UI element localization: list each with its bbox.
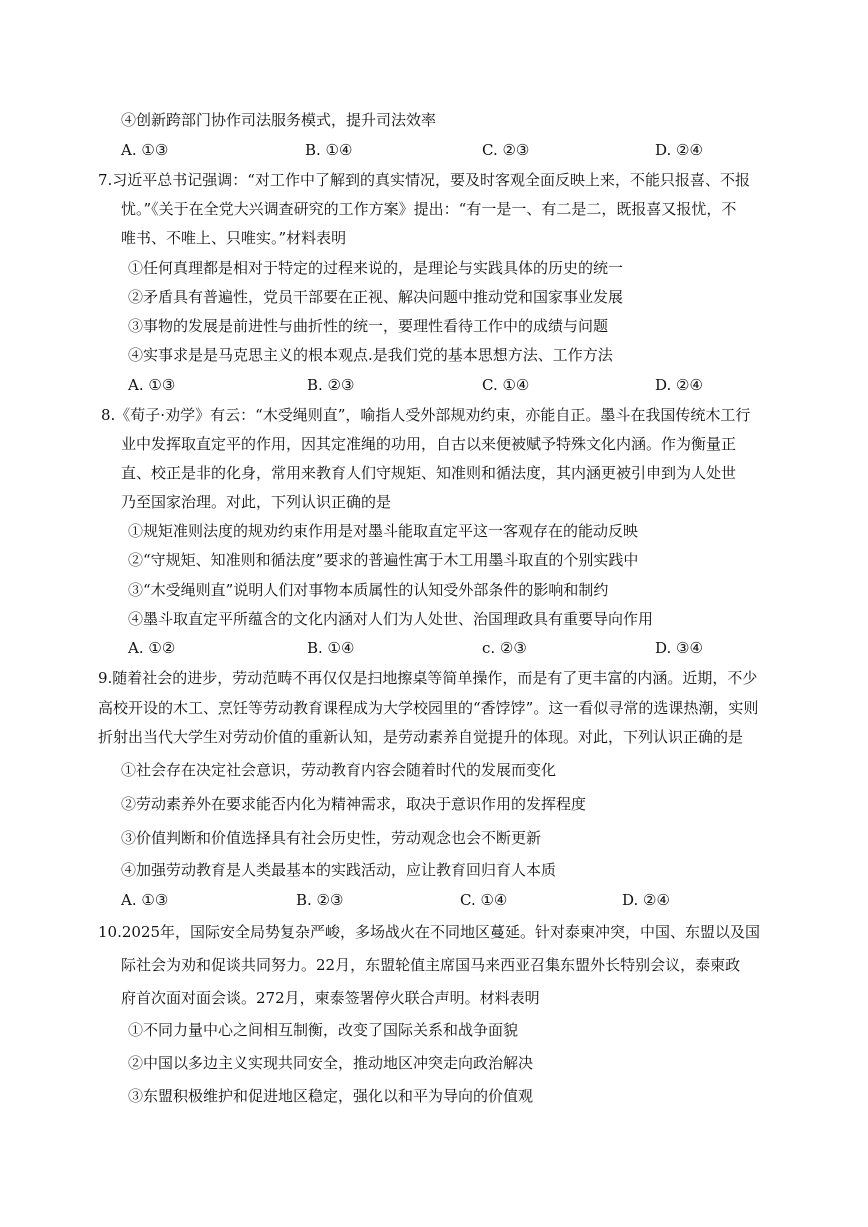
q8-option-d: D. ③④ xyxy=(655,639,703,657)
q7-option-a: A. ①③ xyxy=(128,376,176,394)
q10-stem-line-1: 10.2025年，国际安全局势复杂严峻，多场战火在不同地区蔓延。针对泰柬冲突，中国、东盟以及国 xyxy=(98,923,761,941)
q7-option-d: D. ②④ xyxy=(655,376,703,394)
q10-item-3: ③东盟积极维护和促进地区稳定，强化以和平为导向的价值观 xyxy=(128,1087,534,1105)
q7-item-4: ④实事求是是马克思主义的根本观点.是我们党的基本思想方法、工作方法 xyxy=(128,346,613,364)
q9-stem-line-1: 9.随着社会的进步，劳动范畴不再仅仅是扫地擦桌等简单操作，而是有了更丰富的内涵。近期，不少 xyxy=(98,669,758,687)
q9-item-1: ①社会存在决定社会意识，劳动教育内容会随着时代的发展而变化 xyxy=(121,761,557,779)
q8-option-b: B. ①④ xyxy=(307,639,355,657)
q9-option-c: C. ①④ xyxy=(460,891,508,909)
q6-option-a: A. ①③ xyxy=(121,141,169,159)
q6-option-c: C. ②③ xyxy=(482,141,530,159)
q9-stem-line-2: 高校开设的木工、烹饪等劳动教育课程成为大学校园里的“香饽饽”。这一看似寻常的选课热潮，实则 xyxy=(98,699,759,717)
q7-item-3: ③事物的发展是前进性与曲折性的统一，要理性看待工作中的成绩与问题 xyxy=(128,317,609,335)
q7-stem-line-1: 7.习近平总书记强调：“对工作中了解到的真实情况，要及时客观全面反映上来，不能只报喜、不报 xyxy=(98,171,750,189)
q8-item-2: ②“守规矩、知准则和循法度”要求的普遍性寓于木工用墨斗取直的个别实践中 xyxy=(128,551,639,569)
q9-item-2: ②劳动素养外在要求能否内化为精神需求，取决于意识作用的发挥程度 xyxy=(121,795,587,813)
q8-stem-line-1: 8.《荀子·劝学》有云：“木受绳则直”，喻指人受外部规劝约束，亦能自正。墨斗在我国传统木工行 xyxy=(101,406,751,424)
q8-item-1: ①规矩准则法度的规劝约束作用是对墨斗能取直定平这一客观存在的能动反映 xyxy=(128,522,639,540)
q10-item-2: ②中国以多边主义实现共同安全，推动地区冲突走向政治解决 xyxy=(128,1054,534,1072)
q9-option-a: A. ①③ xyxy=(121,891,169,909)
q8-option-c: c. ②③ xyxy=(482,639,527,657)
q9-item-4: ④加强劳动教育是人类最基本的实践活动，应让教育回归育人本质 xyxy=(121,861,557,879)
q7-option-b: B. ②③ xyxy=(307,376,355,394)
q9-option-b: B. ②③ xyxy=(296,891,344,909)
q8-stem-line-3: 直、校正是非的化身，常用来教育人们守规矩、知准则和循法度，其内涵更被引申到为人处世 xyxy=(121,464,737,482)
q7-item-2: ②矛盾具有普遍性，党员干部要在正视、解决问题中推动党和国家事业发展 xyxy=(128,288,624,306)
q7-stem-line-2: 忧。”《关于在全党大兴调查研究的工作方案》提出：“有一是一、有二是二，既报喜又报忧，不 xyxy=(121,200,737,218)
q10-stem-line-3: 府首次面对面会谈。272月，柬泰签署停火联合声明。材料表明 xyxy=(121,989,540,1007)
q6-item-4: ④创新跨部门协作司法服务模式，提升司法效率 xyxy=(121,111,437,129)
q10-item-1: ①不同力量中心之间相互制衡，改变了国际关系和战争面貌 xyxy=(128,1021,519,1039)
q7-item-1: ①任何真理都是相对于特定的过程来说的，是理论与实践具体的历史的统一 xyxy=(128,259,624,277)
q8-item-3: ③“木受绳则直”说明人们对事物本质属性的认知受外部条件的影响和制约 xyxy=(128,581,609,599)
q9-stem-line-3: 折射出当代大学生对劳动价值的重新认知，是劳动素养自觉提升的体现。对此，下列认识正确的是 xyxy=(98,728,744,746)
q7-option-c: C. ①④ xyxy=(482,376,530,394)
q7-stem-line-3: 唯书、不唯上、只唯实。”材料表明 xyxy=(121,229,347,247)
q6-option-b: B. ①④ xyxy=(305,141,353,159)
q9-option-d: D. ②④ xyxy=(622,891,670,909)
q6-option-d: D. ②④ xyxy=(655,141,703,159)
q8-option-a: A. ①② xyxy=(128,639,176,657)
q8-stem-line-2: 业中发挥取直定平的作用，因其定准绳的功用，自古以来便被赋予特殊文化内涵。作为衡量正 xyxy=(121,435,737,453)
q8-stem-line-4: 乃至国家治理。对此，下列认识正确的是 xyxy=(121,493,392,511)
q8-item-4: ④墨斗取直定平所蕴含的文化内涵对人们为人处世、治国理政具有重要导向作用 xyxy=(128,610,654,628)
q10-stem-line-2: 际社会为劝和促谈共同努力。22月，东盟轮值主席国马来西亚召集东盟外长特别会议，泰柬政 xyxy=(121,956,741,974)
q9-item-3: ③价值判断和价值选择具有社会历史性，劳动观念也会不断更新 xyxy=(121,829,542,847)
